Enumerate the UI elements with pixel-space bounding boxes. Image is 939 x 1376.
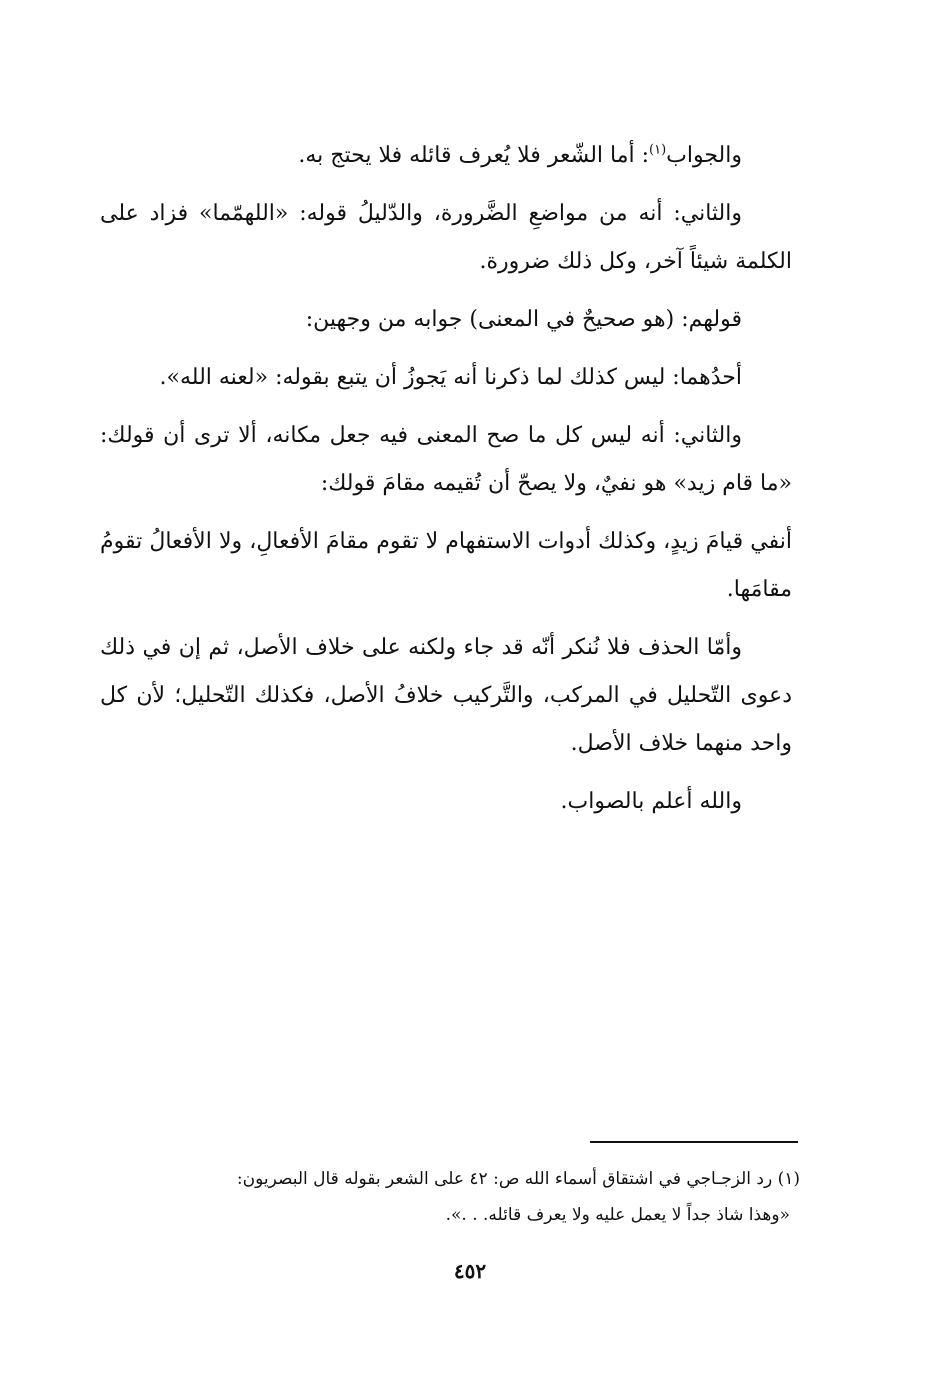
- paragraph-their-saying: قولهم: (هو صحيحٌ في المعنى) جوابه من وجهين:: [305, 307, 742, 332]
- footnotes: [110, 1161, 800, 1233]
- footnote-marker[interactable]: (١): [649, 142, 667, 158]
- footnote-line: (١) رد الزجـاجي في اشتقاق أسماء الله ص: ٤٢ على الشعر بقوله قال البصريون:: [236, 1169, 800, 1189]
- answer-lead: والجواب: [666, 143, 742, 168]
- page-number: ٤٥٢: [453, 1259, 487, 1283]
- paragraph-answer: [100, 132, 792, 180]
- answer-text: : أما الشّعر فلا يُعرف قائله فلا يحتج به.: [298, 143, 650, 168]
- paragraph-second-reason: والثاني: أنه من مواضعِ الضَّرورة، والدّليلُ قوله: «اللهمّما» فزاد على الكلمة شيئاً آخر، وكل ذلك ضرورة.: [100, 201, 792, 274]
- footnote-divider: [590, 1141, 798, 1143]
- paragraph-negation: أنفي قيامَ زيدٍ، وكذلك أدوات الاستفهام لا تقوم مقامَ الأفعالِ، ولا الأفعالُ تقومُ مقامَها.: [100, 529, 792, 602]
- footnote-line: «وهذا شاذ جداً لا يعمل عليه ولا يعرف قائله. . .».: [445, 1205, 790, 1225]
- paragraph-first-aspect: أحدُهما: ليس كذلك لما ذكرنا أنه يَجوزُ أن يتبع بقوله: «لعنه الله».: [159, 365, 742, 390]
- main-text: [100, 132, 792, 836]
- paragraph-closing: والله أعلم بالصواب.: [560, 789, 742, 814]
- paragraph-second-aspect: والثاني: أنه ليس كل ما صح المعنى فيه جعل مكانه، ألا ترى أن قولك: «ما قام زيد» هو نفيٌ، ولا يصحّ أن تُقيمه مقامَ قولك:: [100, 423, 792, 496]
- paragraph-omission: وأمّا الحذف فلا نُنكر أنّه قد جاء ولكنه على خلاف الأصل، ثم إن في ذلك دعوى التّحليل في المركب، والتَّركيب خلافُ الأصل، فكذلك التّحليل؛ لأن كل واحد منهما خلاف الأصل.: [100, 635, 792, 756]
